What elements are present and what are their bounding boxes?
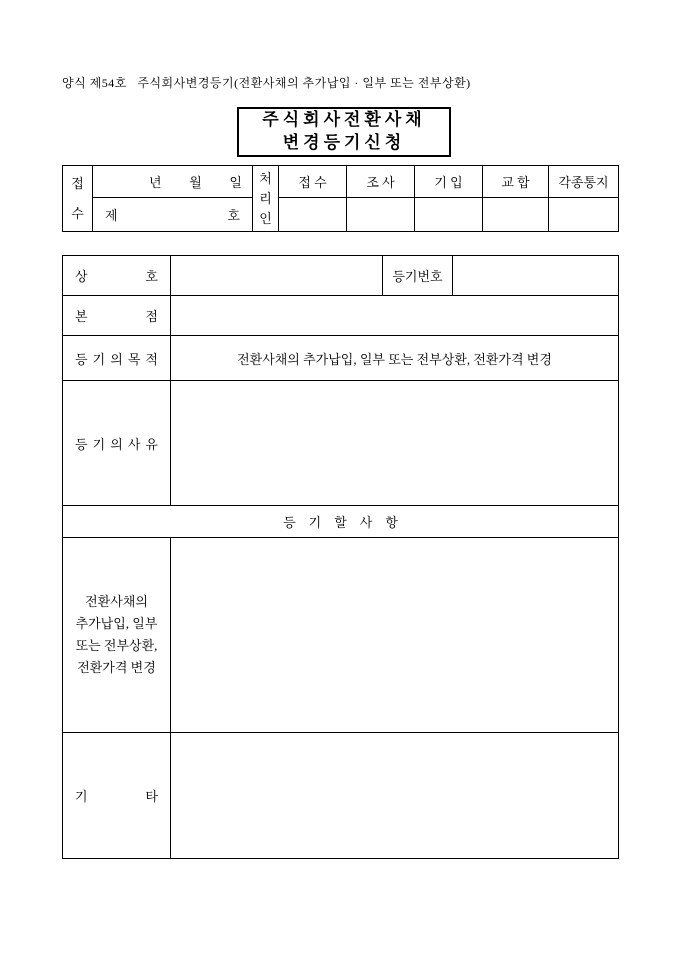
receipt-col-header-examination: 조 사 xyxy=(347,166,415,198)
registration-table xyxy=(62,255,619,859)
receipt-table xyxy=(62,165,619,232)
receipt-number-label: 제 호 xyxy=(93,198,253,232)
receipt-stamp-label xyxy=(63,166,93,232)
processor-char-1: 처 xyxy=(259,171,272,186)
matters-value xyxy=(171,538,619,733)
purpose-label: 등 기 의 목 적 xyxy=(63,336,171,381)
receipt-col-header-notices: 각종통지 xyxy=(549,166,619,198)
company-row xyxy=(63,256,619,296)
head-office-row xyxy=(63,296,619,336)
matters-label xyxy=(63,538,171,733)
receipt-row-1 xyxy=(63,166,619,198)
purpose-row xyxy=(63,336,619,381)
matters-label-line1: 전환사채의 xyxy=(85,593,148,609)
head-office-label: 본 점 xyxy=(63,296,171,336)
processor-char-3: 인 xyxy=(259,211,272,226)
receipt-stamp-label-text xyxy=(63,169,92,229)
receipt-char-1: 접 xyxy=(71,176,84,191)
matters-label-line3: 또는 전부상환, xyxy=(75,638,158,653)
registration-number-value xyxy=(453,256,619,296)
receipt-stamp-cell xyxy=(279,198,347,232)
etc-label: 기 타 xyxy=(63,733,171,859)
receipt-row-2 xyxy=(63,198,619,232)
receipt-col-header-receipt: 접 수 xyxy=(279,166,347,198)
company-name-value xyxy=(171,256,383,296)
etc-value xyxy=(171,733,619,859)
processor-label xyxy=(253,166,279,232)
receipt-col-header-entry: 기 입 xyxy=(415,166,483,198)
matters-header-row xyxy=(63,506,619,538)
form-title-line2: 변경등기신청 xyxy=(282,133,406,152)
examination-cell xyxy=(347,198,415,232)
receipt-col-header-collation: 교 합 xyxy=(483,166,549,198)
reason-value xyxy=(171,381,619,506)
reason-row xyxy=(63,381,619,506)
etc-row xyxy=(63,733,619,859)
form-title-line1: 주식회사전환사채 xyxy=(262,110,426,130)
receipt-char-2: 수 xyxy=(71,206,84,221)
company-name-label: 상 호 xyxy=(63,256,171,296)
notices-cell xyxy=(549,198,619,232)
matters-label-line4: 전환가격 변경 xyxy=(77,660,156,676)
registration-number-label: 등기번호 xyxy=(383,256,453,296)
matters-label-line2: 추가납입, 일부 xyxy=(75,615,158,631)
form-number-line: 양식 제54호 주식회사변경등기(전환사채의 추가납입 · 일부 또는 전부상환) xyxy=(62,76,471,90)
entry-cell xyxy=(415,198,483,232)
head-office-value xyxy=(171,296,619,336)
form-title-box xyxy=(237,107,451,157)
purpose-value: 전환사채의 추가납입, 일부 또는 전부상환, 전환가격 변경 xyxy=(171,336,619,381)
receipt-date-label: 년 월 일 xyxy=(93,166,253,198)
matters-section-header: 등 기 할 사 항 xyxy=(63,506,619,538)
reason-label: 등 기 의 사 유 xyxy=(63,381,171,506)
processor-label-text xyxy=(253,169,278,229)
collation-cell xyxy=(483,198,549,232)
matters-row xyxy=(63,538,619,733)
processor-char-2: 리 xyxy=(259,191,272,206)
